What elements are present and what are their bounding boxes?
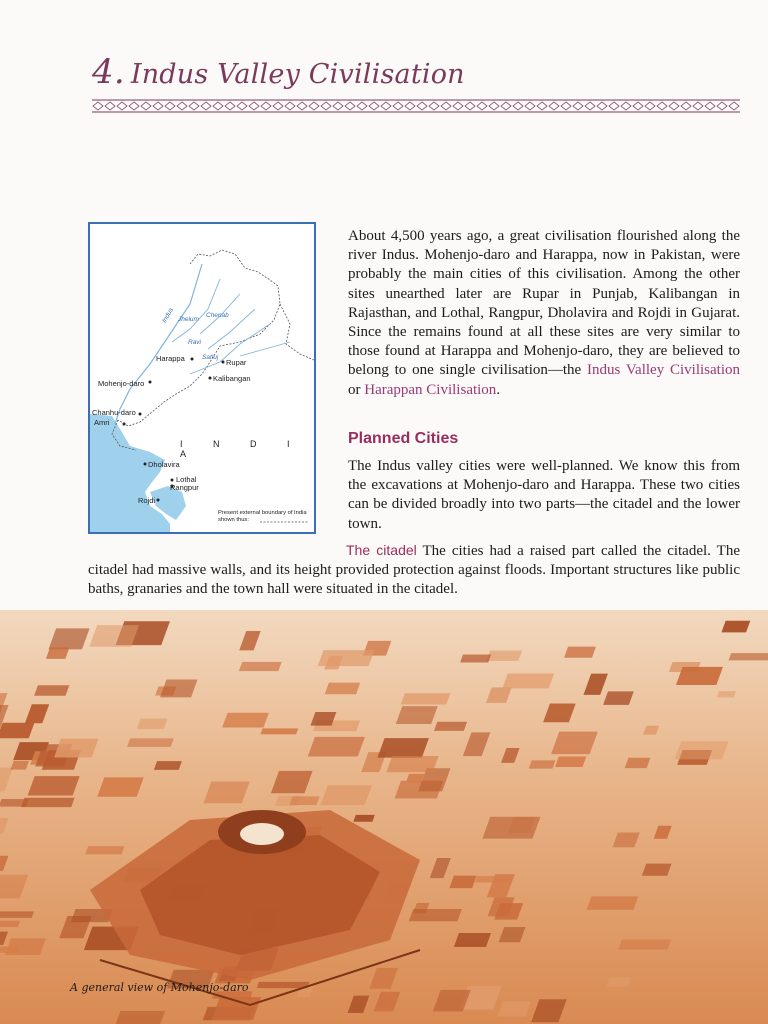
border-motif bbox=[285, 102, 295, 110]
label-mohenjodaro: Mohenjo-daro bbox=[98, 379, 145, 388]
city-block bbox=[222, 713, 269, 728]
intro-paragraph bbox=[348, 227, 740, 400]
border-motif bbox=[93, 102, 103, 110]
city-block bbox=[406, 774, 425, 783]
city-block bbox=[0, 799, 29, 807]
city-block bbox=[409, 909, 462, 921]
city-block bbox=[97, 777, 143, 796]
city-block bbox=[85, 846, 124, 854]
border-motif bbox=[669, 102, 679, 110]
city-block bbox=[454, 933, 491, 947]
mohenjodaro-illustration bbox=[0, 610, 768, 1024]
border-motif bbox=[573, 102, 583, 110]
border-motif bbox=[729, 102, 739, 110]
border-motif bbox=[501, 102, 511, 110]
border-motif bbox=[381, 102, 391, 110]
label-lothal: Lothal bbox=[176, 475, 197, 484]
border-motif bbox=[249, 102, 259, 110]
city-block bbox=[396, 706, 438, 724]
city-block bbox=[54, 739, 98, 758]
border-motif bbox=[477, 102, 487, 110]
border-motif bbox=[465, 102, 475, 110]
border-motif bbox=[657, 102, 667, 110]
city-block bbox=[260, 728, 298, 734]
intro-end: . bbox=[496, 381, 501, 398]
label-satluj: Satluj bbox=[202, 354, 219, 361]
city-block bbox=[529, 760, 556, 768]
city-block bbox=[289, 796, 319, 805]
border-motif bbox=[309, 102, 319, 110]
border-motif bbox=[321, 102, 331, 110]
planned-cities-paragraph: The Indus valley cities were well-planned. We know this from the excavations at Mohenjo-daro and Harappa. These two cities can be divided broadly into two parts—the citadel and the lower town. bbox=[348, 458, 740, 532]
label-ravi: Ravi bbox=[188, 339, 202, 346]
city-block bbox=[618, 939, 671, 949]
decorative-border bbox=[92, 96, 740, 116]
label-amri: Amri bbox=[94, 418, 110, 427]
label-harappa: Harappa bbox=[156, 354, 185, 363]
city-block bbox=[239, 662, 282, 671]
city-block bbox=[625, 758, 651, 768]
border-motif bbox=[141, 102, 151, 110]
border-motif bbox=[129, 102, 139, 110]
border-motif bbox=[369, 102, 379, 110]
city-block bbox=[587, 896, 639, 909]
section-heading-planned-cities: Planned Cities bbox=[348, 430, 459, 447]
city-block bbox=[137, 719, 168, 730]
border-motif bbox=[561, 102, 571, 110]
chapter-number: 4. bbox=[92, 52, 125, 92]
label-dholavira: Dholavira bbox=[148, 460, 180, 469]
border-motif bbox=[153, 102, 163, 110]
citadel-label: The citadel bbox=[346, 542, 417, 558]
border-motif bbox=[681, 102, 691, 110]
border-motif bbox=[585, 102, 595, 110]
city-block bbox=[386, 756, 438, 772]
city-block bbox=[0, 921, 20, 927]
border-motif bbox=[213, 102, 223, 110]
city-block bbox=[717, 691, 736, 697]
border-motif bbox=[441, 102, 451, 110]
border-motif bbox=[405, 102, 415, 110]
border-motif bbox=[177, 102, 187, 110]
city-block bbox=[318, 650, 375, 666]
city-block bbox=[377, 738, 428, 758]
border-motif bbox=[225, 102, 235, 110]
border-motif bbox=[297, 102, 307, 110]
border-motif bbox=[621, 102, 631, 110]
border-motif bbox=[165, 102, 175, 110]
city-block bbox=[257, 982, 310, 988]
city-block bbox=[89, 625, 139, 647]
label-rangpur: Rangpur bbox=[170, 483, 199, 492]
border-motif bbox=[417, 102, 427, 110]
city-block bbox=[154, 761, 182, 770]
city-block bbox=[11, 761, 29, 770]
border-motif bbox=[525, 102, 535, 110]
map-drawing bbox=[90, 224, 314, 532]
border-motif bbox=[597, 102, 607, 110]
border-motif bbox=[345, 102, 355, 110]
border-motif bbox=[117, 102, 127, 110]
city-block bbox=[21, 798, 75, 807]
border-motif bbox=[705, 102, 715, 110]
border-motif bbox=[273, 102, 283, 110]
city-block bbox=[321, 785, 372, 805]
city-block bbox=[160, 680, 198, 698]
intro-or: or bbox=[348, 381, 365, 398]
intro-text: About 4,500 years ago, a great civilisation flourished along the river Indus. Mohenjo-daro and Harappa, now in Pakistan, were probably the main cities of this civilisation. Among the other sites unearthed later are Rupar in Punjab, Kalibangan in Rajasthan, and Lothal, Rangpur, Dholavira and Rojdi in Gujarat. Since the remains found at all these sites are very similar to those found at Harappa and Mohenjo-daro, they are believed to belong to one single civilisation—the bbox=[348, 228, 740, 379]
city-block bbox=[114, 1011, 165, 1024]
city-block bbox=[603, 691, 634, 705]
border-motif bbox=[513, 102, 523, 110]
border-motif bbox=[357, 102, 367, 110]
city-block bbox=[460, 655, 491, 663]
border-motif bbox=[453, 102, 463, 110]
border-motif bbox=[717, 102, 727, 110]
border-motif bbox=[393, 102, 403, 110]
map-legend: Present external boundary of India shown thus: bbox=[218, 510, 307, 523]
term-indus-valley: Indus Valley Civilisation bbox=[587, 362, 740, 379]
city-block bbox=[401, 693, 451, 704]
city-block bbox=[606, 977, 630, 986]
border-motif bbox=[645, 102, 655, 110]
indus-map bbox=[88, 222, 316, 534]
city-block bbox=[728, 653, 768, 660]
city-block bbox=[434, 722, 467, 731]
city-block bbox=[676, 667, 723, 685]
border-motif bbox=[333, 102, 343, 110]
city-block bbox=[353, 815, 375, 822]
border-motif bbox=[105, 102, 115, 110]
city-block bbox=[721, 621, 750, 633]
label-kalibangan: Kalibangan bbox=[213, 374, 251, 383]
label-rupar: Rupar bbox=[226, 358, 247, 367]
term-harappan: Harappan Civilisation bbox=[364, 381, 497, 398]
city-block bbox=[486, 651, 522, 661]
city-block bbox=[0, 723, 34, 739]
illustration-caption: A general view of Mohenjo-daro bbox=[70, 981, 249, 994]
border-motif bbox=[693, 102, 703, 110]
label-chenab: Chenab bbox=[206, 312, 229, 319]
city-block bbox=[0, 947, 19, 953]
city-block bbox=[0, 911, 34, 918]
chapter-title bbox=[92, 52, 465, 92]
border-motif bbox=[609, 102, 619, 110]
city-block bbox=[482, 817, 540, 839]
city-block bbox=[127, 738, 174, 746]
city-block bbox=[449, 876, 476, 888]
border-motif bbox=[549, 102, 559, 110]
city-block bbox=[28, 776, 80, 795]
city-block bbox=[675, 741, 729, 759]
city-block bbox=[308, 737, 365, 757]
border-motif bbox=[261, 102, 271, 110]
city-block bbox=[203, 782, 249, 804]
border-motif bbox=[633, 102, 643, 110]
border-motif bbox=[429, 102, 439, 110]
label-chanhudaro: Chanhu-daro bbox=[92, 408, 136, 417]
border-motif bbox=[489, 102, 499, 110]
city-block bbox=[325, 683, 361, 695]
label-india: I N D I A bbox=[180, 439, 304, 459]
citadel-paragraph bbox=[88, 541, 740, 600]
label-indus: Indus bbox=[160, 306, 175, 325]
city-block bbox=[551, 732, 598, 755]
label-jhelum: Jhelum bbox=[178, 316, 199, 323]
city-block bbox=[34, 685, 69, 696]
citadel-text: The cities had a raised part called the citadel. The citadel had massive walls, and its height provided protection against floods. Important structures like public baths, granaries and the town hall were situated in the citadel. bbox=[88, 543, 740, 598]
city-block bbox=[564, 647, 596, 658]
city-block bbox=[497, 1002, 531, 1017]
city-block bbox=[555, 756, 586, 766]
chapter-title-text: Indus Valley Civilisation bbox=[130, 59, 465, 90]
city-block bbox=[502, 673, 554, 688]
border-motif bbox=[537, 102, 547, 110]
city-block bbox=[642, 864, 672, 876]
border-motif bbox=[189, 102, 199, 110]
border-motif bbox=[237, 102, 247, 110]
border-motif bbox=[201, 102, 211, 110]
label-rojdi: Rojdi bbox=[138, 496, 156, 505]
